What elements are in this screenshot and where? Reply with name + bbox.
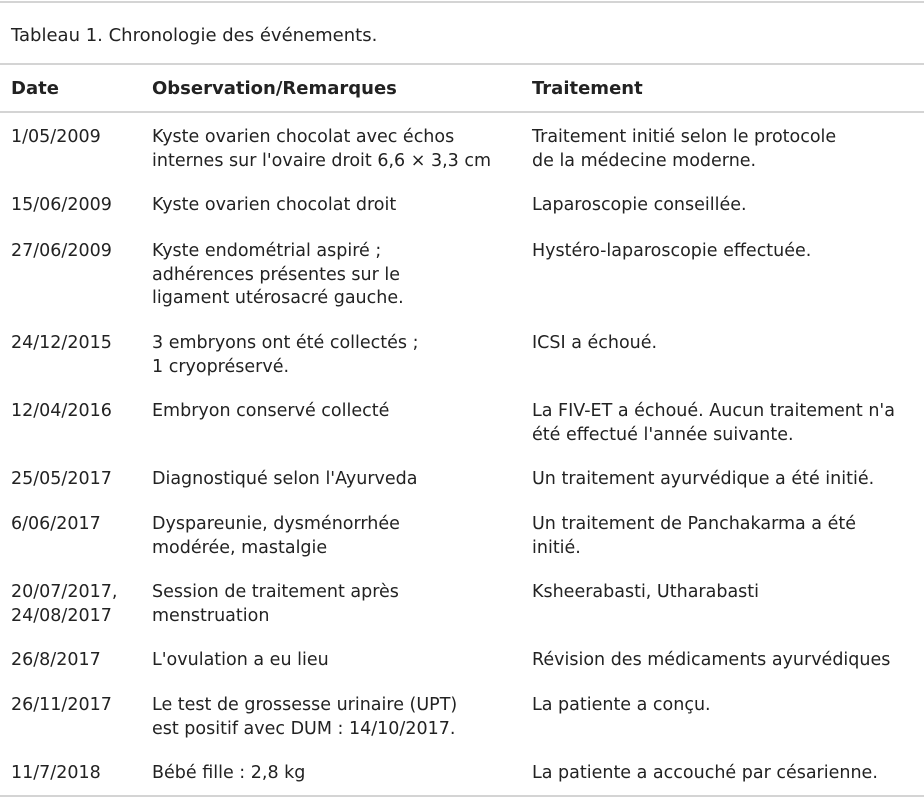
row-observation: 3 embryons ont été collectés ; 1 cryopréservé. — [152, 333, 419, 377]
row-observation: Kyste ovarien chocolat avec échos internes sur l'ovaire droit 6,6 × 3,3 cm — [152, 127, 492, 171]
table-top-rule — [0, 1, 924, 3]
row-date: 26/11/2017 — [11, 695, 112, 715]
header-treatment: Traitement — [532, 78, 643, 99]
row-date: 24/12/2015 — [11, 333, 112, 353]
row-date: 15/06/2009 — [11, 195, 112, 215]
row-date: 27/06/2009 — [11, 241, 112, 261]
row-treatment: ICSI a échoué. — [532, 333, 658, 353]
row-observation: Dyspareunie, dysménorrhée modérée, mastalgie — [152, 514, 400, 558]
row-treatment: Ksheerabasti, Utharabasti — [532, 582, 760, 602]
row-date: 20/07/2017, 24/08/2017 — [11, 582, 118, 626]
row-treatment: La patiente a conçu. — [532, 695, 711, 715]
table-caption: Tableau 1. Chronologie des événements. — [11, 25, 378, 46]
row-date: 12/04/2016 — [11, 401, 112, 421]
header-divider — [0, 111, 924, 113]
row-treatment: La patiente a accouché par césarienne. — [532, 763, 878, 783]
header-observation: Observation/Remarques — [152, 78, 397, 99]
row-observation: Kyste ovarien chocolat droit — [152, 195, 397, 215]
row-treatment: Révision des médicaments ayurvédiques — [532, 650, 891, 670]
row-observation: L'ovulation a eu lieu — [152, 650, 329, 670]
row-date: 25/05/2017 — [11, 469, 112, 489]
row-treatment: La FIV-ET a échoué. Aucun traitement n'a été effectué l'année suivante. — [532, 401, 895, 445]
row-observation: Session de traitement après menstruation — [152, 582, 399, 626]
row-observation: Diagnostiqué selon l'Ayurveda — [152, 469, 418, 489]
row-date: 11/7/2018 — [11, 763, 101, 783]
row-observation: Bébé fille : 2,8 kg — [152, 763, 306, 783]
caption-divider — [0, 63, 924, 65]
row-treatment: Hystéro-laparoscopie effectuée. — [532, 241, 812, 261]
row-date: 6/06/2017 — [11, 514, 101, 534]
header-date: Date — [11, 78, 59, 99]
row-date: 1/05/2009 — [11, 127, 101, 147]
row-treatment: Traitement initié selon le protocole de la médecine moderne. — [532, 127, 837, 171]
table-bottom-rule — [0, 795, 924, 797]
row-observation: Le test de grossesse urinaire (UPT) est positif avec DUM : 14/10/2017. — [152, 695, 458, 739]
row-treatment: Laparoscopie conseillée. — [532, 195, 747, 215]
row-observation: Embryon conservé collecté — [152, 401, 390, 421]
row-treatment: Un traitement ayurvédique a été initié. — [532, 469, 875, 489]
row-treatment: Un traitement de Panchakarma a été initié. — [532, 514, 856, 558]
row-date: 26/8/2017 — [11, 650, 101, 670]
row-observation: Kyste endométrial aspiré ; adhérences présentes sur le ligament utérosacré gauche. — [152, 241, 404, 308]
